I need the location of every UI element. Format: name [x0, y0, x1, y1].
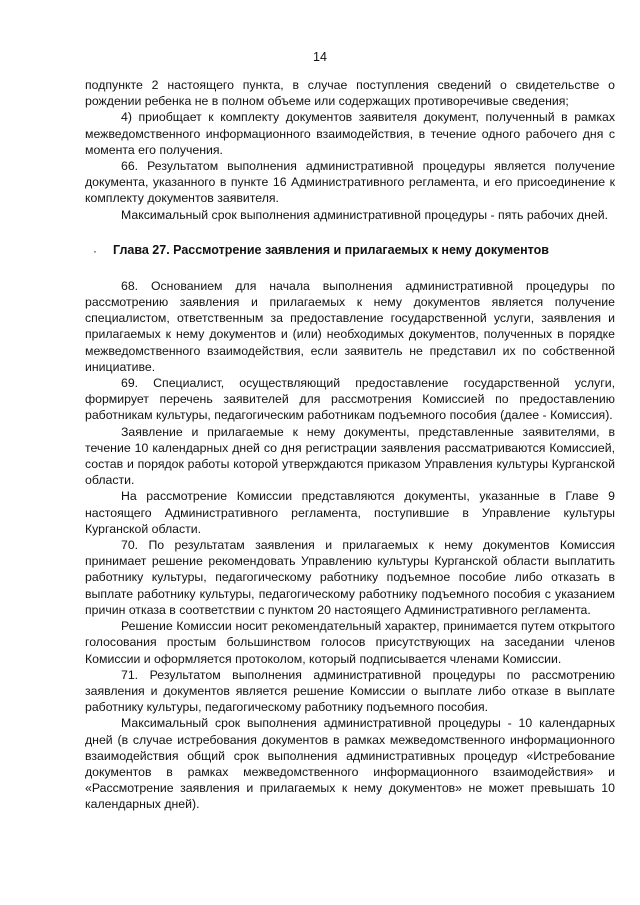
document-body: [85, 77, 615, 813]
paragraph-70: 70. По результатам заявления и прилагаемых к нему документов Комиссия принимает решение рекомендовать Управлению культуры Курганской области выплатить работнику культуры, педагогическому работнику подъемное пособие либо отказать в выплате работнику культуры, педагогическому работнику подъемного пособия с указанием причин отказа в соответствии с пунктом 20 настоящего Административного регламента.: [85, 538, 615, 617]
paragraph-max-term-2: Максимальный срок выполнения административной процедуры - 10 календарных дней (в случае истребования документов в рамках межведомственного информационного взаимодействия общий срок выполнения административных процедур «Истребование документов в рамках межведомственного информационного взаимодействия» и «Рассмотрение заявления и прилагаемых к нему документов» не может превышать 10 календарных дней).: [85, 716, 615, 812]
paragraph-continuation: подпункте 2 настоящего пункта, в случае поступления сведений о свидетельстве о рождении ребенка не в полном объеме или содержащих противоречивые сведения;: [85, 78, 615, 109]
paragraph-subitem-4: 4) приобщает к комплекту документов заявителя документ, полученный в рамках межведомственного информационного взаимодействия, в течение одного рабочего дня с момента его получения.: [85, 110, 615, 157]
paragraph-max-term-1: Максимальный срок выполнения административной процедуры - пять рабочих дней.: [121, 207, 609, 222]
paragraph-commission-decision: Решение Комиссии носит рекомендательный характер, принимается путем открытого голосования простым большинством голосов присутствующих на заседании членов Комиссии и оформляется протоколом, который подписывается членами Комиссии.: [85, 619, 615, 666]
paragraph-71: 71. Результатом выполнения административной процедуры по рассмотрению заявления и документов является решение Комиссии о выплате либо отказе в выплате работнику культуры, педагогическому работнику подъемного пособия.: [85, 667, 615, 715]
bullet-mark: ·: [93, 243, 97, 258]
chapter-heading-row: [85, 242, 615, 260]
paragraph-68: 68. Основанием для начала выполнения административной процедуры по рассмотрению заявления и прилагаемых к нему документов является получение специалистом, ответственным за предоставление государственной услуги, заявления и прилагаемых к нему документов и (или) необходимых документов, полученных в порядке межведомственного взаимодействия, если заявитель не представил их по собственной инициативе.: [85, 278, 615, 374]
chapter-heading: Глава 27. Рассмотрение заявления и прилагаемых к нему документов: [113, 242, 549, 257]
paragraph-69: 69. Специалист, осуществляющий предоставление государственной услуги, формирует перечень заявителей для рассмотрения Комиссией по предоставлению работникам культуры, педагогическим работникам подъемного пособия (далее - Комиссия).: [85, 376, 615, 423]
paragraph-66: 66. Результатом выполнения административной процедуры является получение документа, указанного в пункте 16 Административного регламента, и его присоединение к комплекту документов заявителя.: [85, 159, 615, 206]
page-number: 14: [313, 50, 327, 64]
paragraph-documents-submitted: На рассмотрение Комиссии представляются документы, указанные в Главе 9 настоящего Административного регламента, поступившие в Управление культуры Курганской области.: [85, 489, 615, 536]
paragraph-application-review: Заявление и прилагаемые к нему документы, представленные заявителями, в течение 10 календарных дней со дня регистрации заявления рассматриваются Комиссией, состав и порядок работы которой утверждаются приказом Управления культуры Курганской области.: [85, 424, 615, 488]
